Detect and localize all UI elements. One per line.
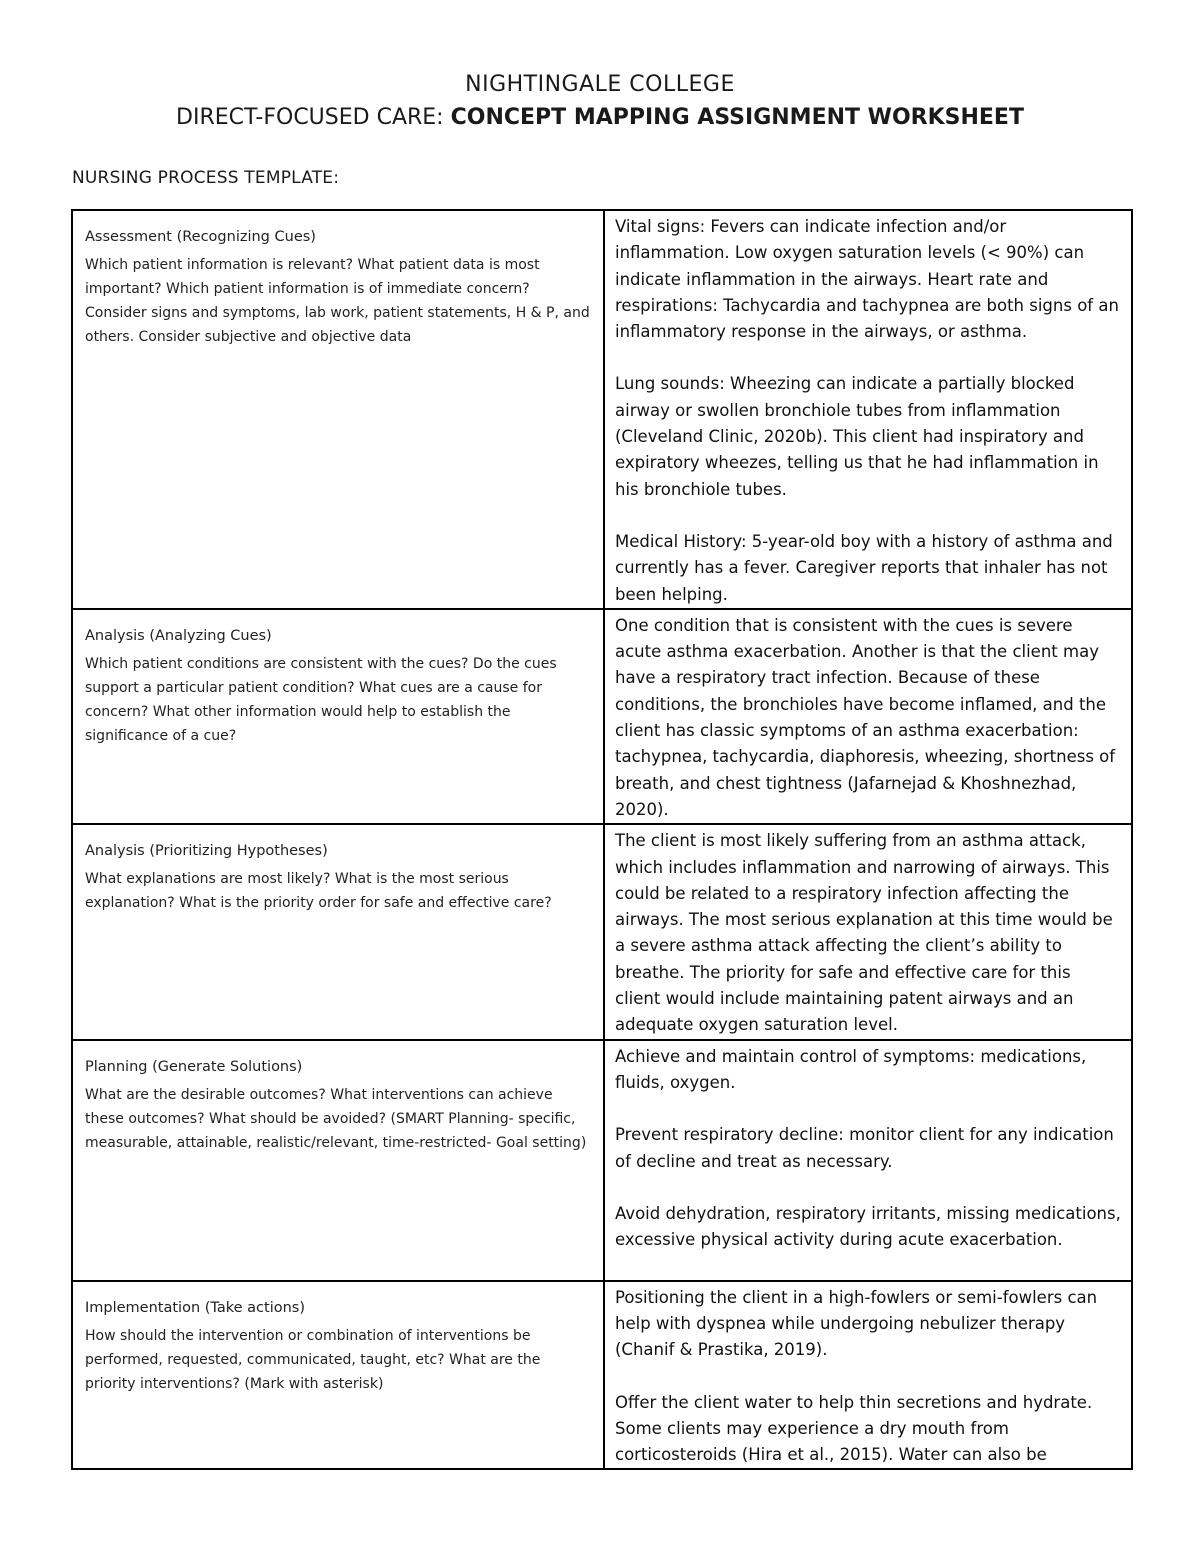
row-prompt: How should the intervention or combination of interventions be performed, requested, communicated, taught, etc? What are the priority interventions? (Mark with asterisk) [85,1327,541,1392]
title-prefix: DIRECT-FOCUSED CARE: [176,105,451,130]
row-title: Implementation (Take actions) [85,1299,305,1316]
table-row-implementation [72,1281,1132,1470]
response-paragraph: Medical History: 5-year-old boy with a history of asthma and currently has a fever. Caregiver reports that inhaler has not been helping. [615,531,1113,604]
response-paragraph: Lung sounds: Wheezing can indicate a partially blocked airway or swollen bronchiole tubes from inflammation (Cleveland Clinic, 2020b). This client had inspiratory and expiratory wheezes, telling us that he had inflammation in his bronchiole tubes. [615,374,1099,499]
row-title: Assessment (Recognizing Cues) [85,229,316,245]
row-prompt: What explanations are most likely? What is the most serious explanation? What is the priority order for safe and effective care? [85,871,552,912]
document-header [0,70,1200,134]
prompt-cell [72,1040,604,1281]
response-cell [604,1281,1132,1470]
response-paragraph: Positioning the client in a high-fowlers or semi-fowlers can help with dyspnea while undergoing nebulizer therapy (Chanif & Prastika, 2019). [615,1287,1098,1360]
response-paragraph: One condition that is consistent with the cues is severe acute asthma exacerbation. Another is that the client may have a respiratory tract infection. Because of these conditions, the bronchioles have become inflamed, and the client has classic symptoms of an asthma exacerbation: tachypnea, tachycardia, diaphoresis, wheezing, shortness of breath, and chest tightness (Jafarnejad & Khoshnezhad, 2020). [615,615,1116,819]
prompt-cell [72,824,604,1039]
table-row-analysis [72,609,1132,824]
response-paragraph: The client is most likely suffering from an asthma attack, which includes inflammation and narrowing of airways. This could be related to a respiratory infection affecting the airways. The most serious explanation at this time would be a severe asthma attack affecting the client’s ability to breathe. The priority for safe and effective care for this client would include maintaining patent airways and an adequate oxygen saturation level. [615,831,1113,1035]
response-paragraph: Offer the client water to help thin secretions and hydrate. Some clients may experience a dry mouth from corticosteroids (Hira et al., 2015). Water can also be [615,1392,1093,1465]
prompt-cell [72,210,604,609]
response-cell [604,824,1132,1039]
response-paragraph: Prevent respiratory decline: monitor client for any indication of decline and treat as necessary. [615,1125,1114,1171]
college-name: NIGHTINGALE COLLEGE [465,72,735,97]
response-paragraph: Achieve and maintain control of symptoms: medications, fluids, oxygen. [615,1046,1087,1092]
row-title: Planning (Generate Solutions) [85,1058,303,1075]
nursing-process-table [71,209,1133,1470]
table-row-assessment [72,210,1132,609]
prompt-cell [72,1281,604,1470]
row-prompt: What are the desirable outcomes? What interventions can achieve these outcomes? What should be avoided? (SMART Planning- specific, measurable, attainable, realistic/relevant, time-restricted- Goal setting) [85,1086,587,1151]
table-row-planning [72,1040,1132,1281]
response-cell [604,1040,1132,1281]
section-label: NURSING PROCESS TEMPLATE: [72,168,340,188]
worksheet-title [0,102,1200,134]
response-cell [604,609,1132,824]
title-bold: CONCEPT MAPPING ASSIGNMENT WORKSHEET [450,105,1024,130]
row-title: Analysis (Prioritizing Hypotheses) [85,843,328,860]
table-row-prioritizing [72,824,1132,1039]
row-prompt: Which patient information is relevant? What patient data is most important? Which patient information is of immediate concern? Consider signs and symptoms, lab work, patient statements, H & P, and others. Consider subjective and objective data [85,257,590,345]
response-paragraph: Vital signs: Fevers can indicate infection and/or inflammation. Low oxygen saturation levels (< 90%) can indicate inflammation in the airways. Heart rate and respirations: Tachycardia and tachypnea are both signs of an inflammatory response in the airways, or asthma. [615,217,1119,342]
prompt-cell [72,609,604,824]
row-prompt: Which patient conditions are consistent with the cues? Do the cues support a particular patient condition? What cues are a cause for concern? What other information would help to establish the significance of a cue? [85,655,557,744]
row-title: Analysis (Analyzing Cues) [85,627,272,644]
response-cell [604,210,1132,609]
response-paragraph: Avoid dehydration, respiratory irritants, missing medications, excessive physical activity during acute exacerbation. [615,1203,1121,1250]
